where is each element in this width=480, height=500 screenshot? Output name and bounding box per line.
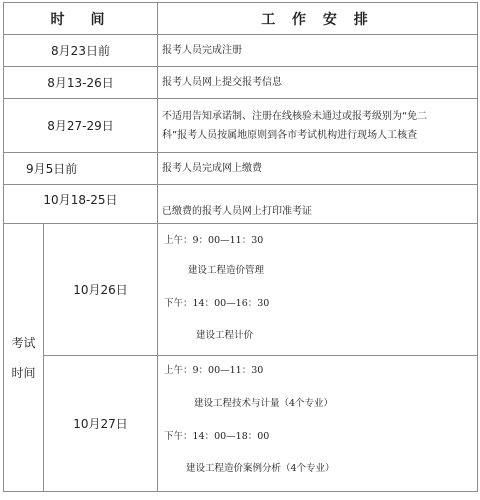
table-row: [4, 35, 478, 67]
row-date: 9月5日前: [4, 153, 158, 185]
row-task: [158, 99, 478, 153]
exam-day-date: 10月26日: [44, 224, 158, 356]
exam-am-subject: 建设工程造价管理: [188, 265, 265, 276]
row-task: 报考人员网上提交报考信息: [158, 67, 478, 99]
exam-time-label: [4, 224, 44, 492]
row-task: 报考人员完成注册: [158, 35, 478, 67]
row-date: 8月13-26日: [4, 67, 158, 99]
exam-am-time: 上午：9：00—11：30: [164, 365, 264, 376]
header-time: 时 间: [4, 3, 158, 35]
exam-pm-subject: 建设工程计价: [196, 330, 254, 341]
exam-row: [4, 224, 478, 356]
exam-label-line: 考试: [11, 335, 36, 350]
exam-am-time: 上午：9：00—11：30: [164, 235, 264, 246]
row-task: 报考人员完成网上缴费: [158, 153, 478, 185]
table-row: [4, 99, 478, 153]
table-row: [4, 67, 478, 99]
exam-day-schedule: [158, 224, 478, 356]
table-row: [4, 185, 478, 224]
row-task: 已缴费的报考人员网上打印准考证: [158, 185, 478, 224]
exam-pm-subject: 建设工程造价案例分析（4个专业）: [186, 463, 335, 474]
exam-am-subject: 建设工程技术与计量（4个专业）: [194, 398, 334, 409]
table-row: [4, 153, 478, 185]
schedule-table: [3, 2, 478, 492]
exam-row: [4, 356, 478, 492]
exam-day-schedule: [158, 356, 478, 492]
row-date: 8月23日前: [4, 35, 158, 67]
header-work: 工 作 安 排: [158, 3, 478, 35]
row-date: 8月27-29日: [4, 99, 158, 153]
exam-pm-time: 下午：14：00—16：30: [164, 298, 270, 309]
exam-day-date: 10月27日: [44, 356, 158, 492]
header-row: [4, 3, 478, 35]
row-task-line: 科”报考人员按属地原则到各市考试机构进行现场人工核查: [162, 129, 418, 141]
exam-pm-time: 下午：14：00—18：00: [164, 431, 270, 442]
row-task-line: 不适用告知承诺制、注册在线核验未通过或报考级别为“免二: [162, 110, 428, 122]
exam-label-line: 时间: [11, 365, 36, 380]
row-date: 10月18-25日: [4, 185, 158, 224]
